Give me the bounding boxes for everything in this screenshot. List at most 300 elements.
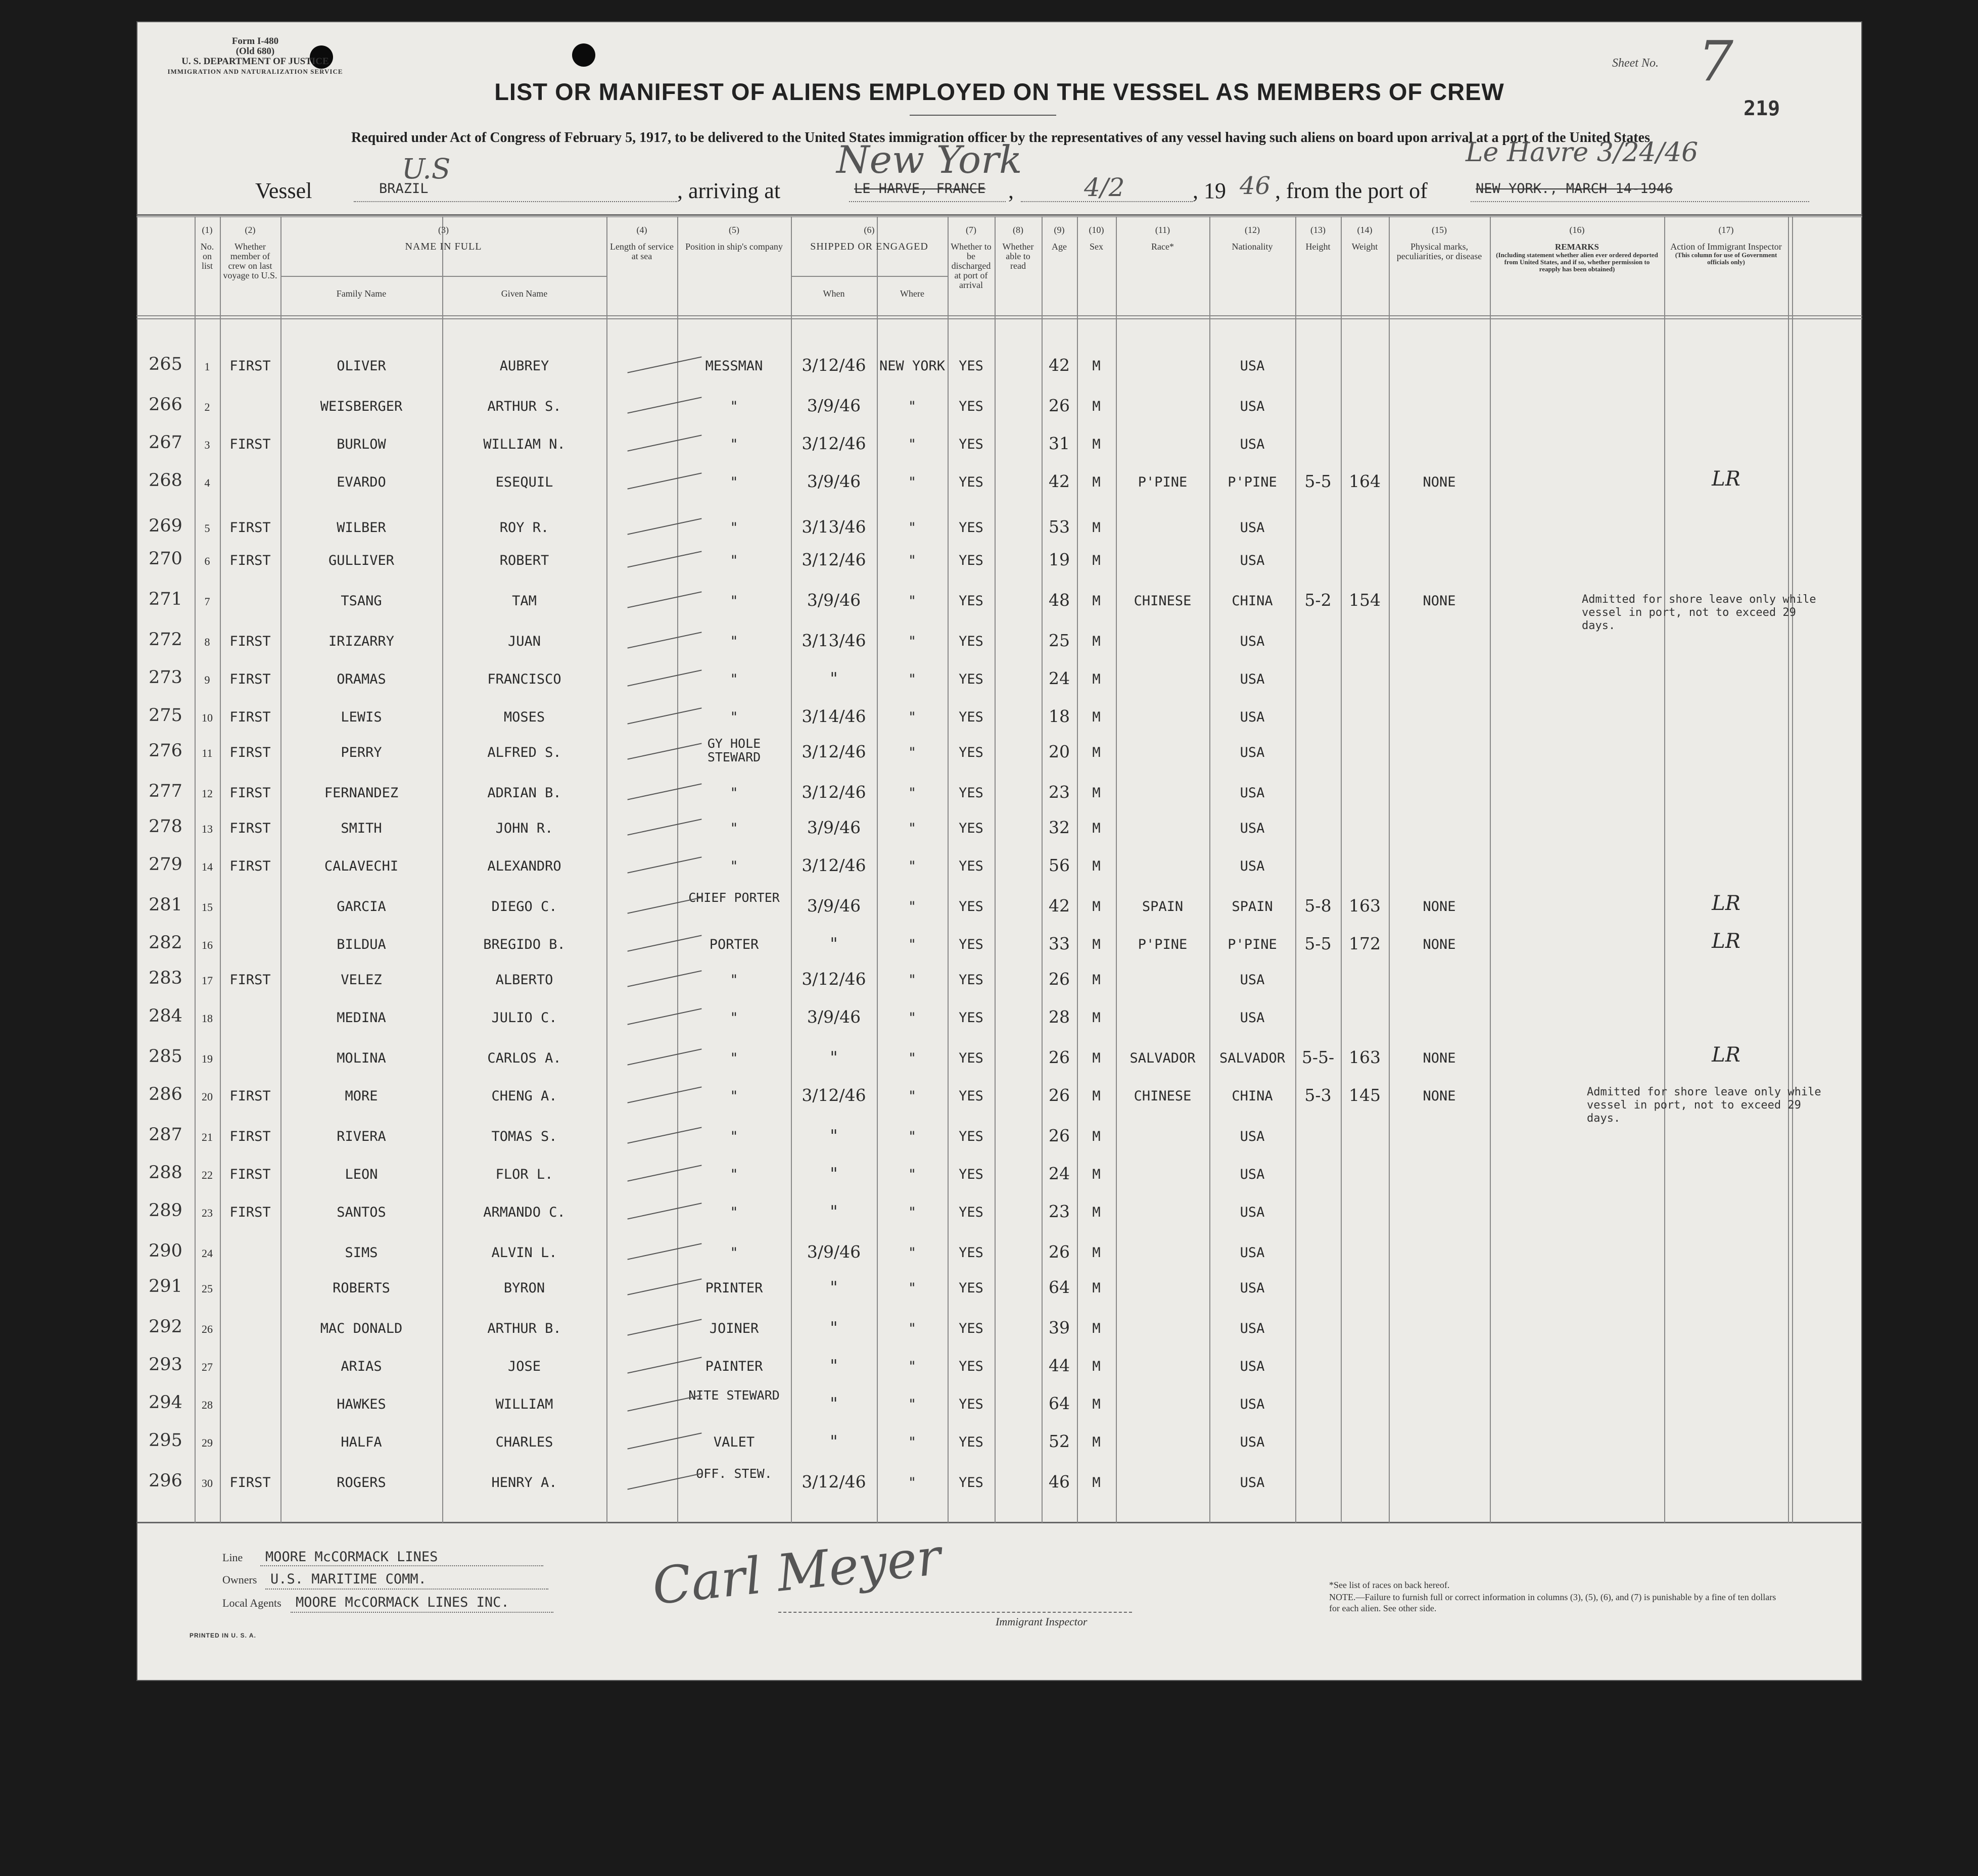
header-physical-marks [1389, 225, 1490, 261]
row-family-name: MORE [345, 1088, 378, 1104]
row-ref-number: 271 [149, 589, 182, 609]
header-height [1295, 225, 1341, 252]
row-list-number: 27 [202, 1361, 213, 1373]
row-discharged: YES [959, 899, 983, 915]
row-family-name: LEON [345, 1167, 378, 1182]
row-position: " [730, 437, 738, 452]
table-row [136, 738, 1862, 768]
row-shipped-where: " [908, 1129, 917, 1144]
row-given-name: JOHN R. [495, 821, 553, 836]
row-shipped-where: " [908, 1280, 917, 1296]
row-ref-number: 293 [149, 1355, 182, 1375]
row-shipped-where: " [908, 1050, 917, 1066]
year-prefix: , 19 [1193, 178, 1226, 203]
row-given-name: WILLIAM [495, 1397, 553, 1412]
row-last-voyage: FIRST [229, 437, 271, 452]
row-nationality: P'PINE [1228, 937, 1277, 952]
row-sex: M [1092, 785, 1101, 801]
header-number: (15) [1432, 225, 1447, 235]
row-discharged: YES [959, 553, 983, 568]
table-row [136, 392, 1862, 422]
row-last-voyage: FIRST [229, 745, 271, 760]
row-position: " [730, 821, 738, 836]
row-given-name: HENRY A. [491, 1475, 557, 1490]
row-age: 48 [1049, 590, 1070, 610]
header-number: (1) [202, 225, 213, 235]
row-shipped-when: " [830, 934, 838, 953]
row-sex: M [1092, 1475, 1101, 1490]
row-shipped-when: " [830, 1318, 838, 1337]
table-top-border [136, 214, 1862, 216]
header-length-of-service [606, 225, 677, 261]
row-age: 28 [1049, 1007, 1070, 1027]
row-sex: M [1092, 437, 1101, 452]
row-shipped-when: " [830, 1356, 838, 1375]
row-shipped-when: 3/12/46 [802, 1472, 866, 1492]
row-nationality: USA [1240, 358, 1265, 374]
table-row [136, 851, 1862, 882]
remark-shore-leave-1 [1582, 593, 1829, 633]
row-age: 23 [1049, 1201, 1070, 1221]
row-shipped-where: " [908, 858, 917, 874]
row-last-voyage: FIRST [229, 1129, 271, 1144]
table-row [136, 351, 1862, 381]
row-sex: M [1092, 858, 1101, 874]
row-family-name: HAWKES [337, 1397, 386, 1412]
row-nationality: USA [1240, 553, 1265, 568]
row-family-name: ARIAS [341, 1359, 382, 1374]
page-title: LIST OR MANIFEST OF ALIENS EMPLOYED ON THE VESSEL AS MEMBERS OF CREW [494, 78, 1504, 105]
owners-field [265, 1589, 548, 1590]
row-family-name: ROBERTS [333, 1280, 390, 1296]
row-discharged: YES [959, 858, 983, 874]
row-position: " [730, 1010, 738, 1026]
row-nationality: USA [1240, 745, 1265, 760]
row-list-number: 8 [204, 636, 210, 648]
row-shipped-when: 3/13/46 [802, 517, 866, 537]
row-position: " [730, 858, 738, 874]
header-label: Position in ship's company [685, 242, 783, 252]
row-position: " [730, 671, 738, 687]
header-label: SHIPPED OR ENGAGED [810, 241, 928, 252]
row-discharged: YES [959, 1205, 983, 1220]
row-position: " [730, 972, 738, 988]
row-age: 18 [1049, 706, 1070, 726]
row-sex: M [1092, 1280, 1101, 1296]
header-remarks [1490, 225, 1664, 273]
row-nationality: USA [1240, 785, 1265, 801]
row-ref-number: 276 [149, 741, 182, 761]
row-position: " [730, 1129, 738, 1144]
row-list-number: 22 [202, 1169, 213, 1181]
row-given-name: ALBERTO [495, 972, 553, 988]
owners-label: Owners [222, 1573, 257, 1586]
header-label: Race* [1151, 242, 1174, 252]
row-age: 26 [1049, 1242, 1070, 1262]
row-discharged: YES [959, 1088, 983, 1104]
arriving-port-handwritten: New York [836, 137, 1022, 182]
row-given-name: DIEGO C. [491, 899, 557, 915]
row-race: P'PINE [1138, 474, 1188, 490]
row-height: 5-5 [1304, 934, 1332, 953]
row-nationality: USA [1240, 972, 1265, 988]
row-shipped-when: " [830, 1201, 838, 1221]
table-row [136, 1389, 1862, 1420]
header-immigrant-inspector-action [1664, 225, 1788, 266]
row-shipped-where: " [908, 474, 917, 490]
row-nationality: USA [1240, 1321, 1265, 1336]
row-given-name: JOSE [507, 1359, 541, 1374]
row-list-number: 24 [202, 1247, 213, 1260]
header-label: Weight [1351, 242, 1378, 252]
row-shipped-where: " [908, 437, 917, 452]
row-ref-number: 282 [149, 933, 182, 953]
row-shipped-when: 3/12/46 [802, 782, 866, 802]
row-shipped-where: " [908, 399, 917, 414]
row-family-name: OLIVER [337, 358, 386, 374]
row-last-voyage: FIRST [229, 634, 271, 649]
row-inspector-action: LR [1712, 467, 1740, 491]
header-number: (9) [1054, 225, 1065, 235]
row-shipped-when: 3/9/46 [807, 817, 861, 837]
page-stamp: 219 [1744, 97, 1780, 120]
service-check-mark [627, 1394, 701, 1411]
table-row [136, 1427, 1862, 1458]
row-position: GY HOLE STEWARD [707, 736, 761, 764]
row-shipped-when: 3/9/46 [807, 896, 861, 916]
header-nationality [1209, 225, 1295, 252]
row-list-number: 20 [202, 1090, 213, 1103]
row-height: 5-5 [1304, 471, 1332, 491]
table-row [136, 1197, 1862, 1228]
row-position: " [730, 1088, 738, 1104]
row-last-voyage: FIRST [229, 520, 271, 536]
table-row [136, 1043, 1862, 1074]
row-shipped-when: 3/12/46 [802, 855, 866, 875]
from-port-handwritten: Le Havre 3/24/46 [1466, 137, 1699, 168]
row-shipped-where: " [908, 1088, 917, 1104]
row-age: 39 [1049, 1318, 1070, 1337]
table-row [136, 513, 1862, 543]
row-list-number: 15 [202, 901, 213, 913]
row-shipped-where: " [908, 937, 917, 952]
inspector-label: Immigrant Inspector [996, 1615, 1088, 1628]
punch-hole [572, 43, 595, 67]
row-shipped-where: " [908, 593, 917, 609]
header-label: NAME IN FULL [405, 241, 482, 252]
row-shipped-when: 3/12/46 [802, 742, 866, 761]
crew-manifest-table [136, 214, 1862, 1528]
row-nationality: USA [1240, 520, 1265, 536]
races-note: *See list of races on back hereof. [1329, 1580, 1450, 1590]
row-ref-number: 287 [149, 1125, 182, 1145]
row-shipped-when: " [830, 1126, 838, 1145]
row-nationality: USA [1240, 858, 1265, 874]
row-nationality: USA [1240, 709, 1265, 725]
row-age: 26 [1049, 1126, 1070, 1145]
row-position: " [730, 1245, 738, 1261]
arriving-field [849, 201, 1006, 202]
row-discharged: YES [959, 1010, 983, 1026]
form-old-number: (Old 680) [236, 46, 275, 57]
row-list-number: 14 [202, 860, 213, 873]
row-sex: M [1092, 745, 1101, 760]
header-number: (13) [1310, 225, 1326, 235]
row-family-name: VELEZ [341, 972, 382, 988]
row-shipped-when: 3/12/46 [802, 434, 866, 453]
row-family-name: MEDINA [337, 1010, 386, 1026]
row-nationality: SALVADOR [1219, 1050, 1286, 1066]
title-underline [910, 115, 1056, 116]
row-discharged: YES [959, 1397, 983, 1412]
row-given-name: ADRIAN B. [487, 785, 561, 801]
row-given-name: ARMANDO C. [483, 1205, 566, 1220]
header-number: (5) [729, 225, 739, 235]
row-list-number: 6 [204, 555, 210, 567]
row-sex: M [1092, 399, 1101, 414]
row-age: 53 [1049, 517, 1070, 537]
row-sex: M [1092, 520, 1101, 536]
row-ref-number: 291 [149, 1276, 182, 1296]
row-family-name: RIVERA [337, 1129, 386, 1144]
row-last-voyage: FIRST [229, 821, 271, 836]
row-sex: M [1092, 553, 1101, 568]
header-number: (4) [636, 225, 647, 235]
row-ref-number: 267 [149, 432, 182, 453]
local-agents-value: MOORE McCORMACK LINES INC. [296, 1595, 509, 1610]
row-last-voyage: FIRST [229, 1205, 271, 1220]
row-physical-marks: NONE [1423, 593, 1456, 609]
from-port-label: , from the port of [1275, 178, 1428, 203]
header-label: Whether able to read [1002, 242, 1034, 271]
row-position: " [730, 593, 738, 609]
row-position: PORTER [709, 937, 759, 952]
row-shipped-when: 3/9/46 [807, 590, 861, 610]
row-given-name: WILLIAM N. [483, 437, 566, 452]
subheader-given-name: Given Name [501, 288, 548, 299]
from-port-field [1471, 201, 1809, 202]
row-family-name: GULLIVER [328, 553, 395, 568]
row-discharged: YES [959, 972, 983, 988]
row-shipped-where: " [908, 1010, 917, 1026]
page-subtitle: Required under Act of Congress of February 5, 1917, to be delivered to the United States immigration officer by the representatives of any vessel having such aliens on board upon arrival at a port of the United States [351, 130, 1650, 146]
row-last-voyage: FIRST [229, 358, 271, 374]
row-family-name: ORAMAS [337, 671, 386, 687]
row-given-name: FRANCISCO [487, 671, 561, 687]
row-discharged: YES [959, 1434, 983, 1450]
row-nationality: USA [1240, 1434, 1265, 1450]
header-number: (14) [1357, 225, 1373, 235]
row-position: " [730, 1050, 738, 1066]
table-row [136, 892, 1862, 922]
row-list-number: 9 [204, 674, 210, 686]
row-ref-number: 286 [149, 1084, 182, 1104]
row-nationality: P'PINE [1228, 474, 1277, 490]
table-row [136, 467, 1862, 498]
subheader-divider [280, 276, 606, 277]
vessel-name-field [354, 201, 677, 202]
row-given-name: MOSES [503, 709, 545, 725]
row-shipped-where: " [908, 821, 917, 836]
row-nationality: USA [1240, 399, 1265, 414]
row-shipped-when: " [830, 1047, 838, 1067]
row-sex: M [1092, 1397, 1101, 1412]
sheet-number-value: 7 [1698, 29, 1733, 93]
row-discharged: YES [959, 671, 983, 687]
row-last-voyage: FIRST [229, 709, 271, 725]
row-shipped-when: 3/12/46 [802, 355, 866, 375]
row-list-number: 12 [202, 787, 213, 800]
row-shipped-where: " [908, 785, 917, 801]
row-physical-marks: NONE [1423, 1088, 1456, 1104]
row-shipped-when: " [830, 668, 838, 688]
table-row [136, 930, 1862, 960]
row-physical-marks: NONE [1423, 899, 1456, 915]
row-ref-number: 269 [149, 516, 182, 536]
header-number: (8) [1013, 225, 1023, 235]
row-shipped-when: 3/9/46 [807, 1242, 861, 1262]
row-position: " [730, 399, 738, 414]
row-nationality: USA [1240, 1205, 1265, 1220]
sheet-number-label: Sheet No. [1612, 57, 1659, 70]
row-list-number: 13 [202, 823, 213, 835]
row-inspector-action: LR [1712, 1043, 1740, 1067]
service-name: IMMIGRATION AND NATURALIZATION SERVICE [167, 68, 343, 75]
row-race: P'PINE [1138, 937, 1188, 952]
row-position: PRINTER [705, 1280, 763, 1296]
table-row [136, 1273, 1862, 1304]
local-agents-label: Local Agents [222, 1597, 281, 1609]
row-family-name: FERNANDEZ [324, 785, 399, 801]
row-family-name: SMITH [341, 821, 382, 836]
row-age: 52 [1049, 1431, 1070, 1451]
table-row [136, 1238, 1862, 1268]
row-shipped-when: 3/9/46 [807, 471, 861, 491]
row-ref-number: 266 [149, 395, 182, 415]
service-check-mark [627, 1473, 701, 1489]
row-given-name: ROBERT [499, 553, 549, 568]
row-shipped-when: " [830, 1393, 838, 1413]
row-sex: M [1092, 821, 1101, 836]
row-shipped-where: " [908, 634, 917, 649]
local-agents-field [291, 1612, 553, 1613]
row-shipped-when: 3/12/46 [802, 1085, 866, 1105]
row-discharged: YES [959, 1359, 983, 1374]
row-sex: M [1092, 593, 1101, 609]
table-row [136, 664, 1862, 695]
row-given-name: TOMAS S. [491, 1129, 557, 1144]
row-list-number: 28 [202, 1399, 213, 1411]
row-family-name: BURLOW [337, 437, 386, 452]
row-ref-number: 275 [149, 705, 182, 726]
row-nationality: CHINA [1232, 1088, 1273, 1104]
row-sex: M [1092, 1205, 1101, 1220]
table-top-border-2 [136, 216, 1862, 217]
row-shipped-when: 3/12/46 [802, 969, 866, 989]
row-inspector-action: LR [1712, 930, 1740, 953]
row-sex: M [1092, 474, 1101, 490]
row-list-number: 29 [202, 1436, 213, 1449]
row-shipped-where: " [908, 745, 917, 760]
table-row [136, 1160, 1862, 1190]
row-age: 20 [1049, 742, 1070, 761]
row-family-name: GARCIA [337, 899, 386, 915]
header-shipped-or-engaged [791, 225, 948, 252]
row-shipped-when: 3/14/46 [802, 706, 866, 726]
row-age: 23 [1049, 782, 1070, 802]
header-label: Nationality [1232, 242, 1273, 252]
row-last-voyage: FIRST [229, 1167, 271, 1182]
row-discharged: YES [959, 937, 983, 952]
row-list-number: 26 [202, 1323, 213, 1335]
row-age: 24 [1049, 1164, 1070, 1183]
header-number: (3) [438, 225, 449, 235]
row-shipped-where: " [908, 972, 917, 988]
row-list-number: 19 [202, 1052, 213, 1065]
row-age: 64 [1049, 1393, 1070, 1413]
header-number: (16) [1569, 225, 1585, 235]
header-number: (7) [966, 225, 976, 235]
row-discharged: YES [959, 1050, 983, 1066]
row-discharged: YES [959, 358, 983, 374]
row-ref-number: 296 [149, 1471, 182, 1491]
year-handwritten: 46 [1240, 172, 1271, 200]
row-sex: M [1092, 899, 1101, 915]
row-discharged: YES [959, 474, 983, 490]
row-family-name: EVARDO [337, 474, 386, 490]
row-nationality: USA [1240, 821, 1265, 836]
row-physical-marks: NONE [1423, 474, 1456, 490]
row-height: 5-5- [1301, 1047, 1335, 1067]
row-last-voyage: FIRST [229, 1475, 271, 1490]
row-given-name: JULIO C. [491, 1010, 557, 1026]
row-last-voyage: FIRST [229, 671, 271, 687]
row-family-name: BILDUA [337, 937, 386, 952]
row-position: MESSMAN [705, 358, 763, 374]
row-ref-number: 295 [149, 1430, 182, 1451]
row-list-number: 16 [202, 939, 213, 951]
row-race: SPAIN [1142, 899, 1184, 915]
footer [136, 1527, 1862, 1678]
row-ref-number: 292 [149, 1317, 182, 1337]
date-comma: , [1008, 178, 1014, 203]
row-age: 42 [1049, 896, 1070, 916]
row-list-number: 1 [204, 360, 210, 373]
arriving-label: , arriving at [677, 178, 781, 203]
row-shipped-when: 3/13/46 [802, 631, 866, 650]
row-sex: M [1092, 1129, 1101, 1144]
row-given-name: ALVIN L. [491, 1245, 557, 1261]
row-physical-marks: NONE [1423, 937, 1456, 952]
row-list-number: 10 [202, 711, 213, 724]
header-label: Action of Immigrant Inspector [1670, 242, 1782, 252]
subheader-where: Where [900, 288, 924, 299]
row-shipped-where: NEW YORK [879, 358, 946, 374]
manifest-sheet [136, 21, 1862, 1681]
row-sex: M [1092, 972, 1101, 988]
row-position: NITE STEWARD [688, 1388, 780, 1403]
vessel-prefix-handwritten: U.S [402, 153, 451, 185]
row-shipped-where: " [908, 709, 917, 725]
row-list-number: 7 [204, 595, 210, 608]
row-discharged: YES [959, 785, 983, 801]
row-given-name: ALFRED S. [487, 745, 561, 760]
row-family-name: HALFA [341, 1434, 382, 1450]
row-list-number: 18 [202, 1012, 213, 1025]
table-row [136, 813, 1862, 844]
row-shipped-where: " [908, 1167, 917, 1182]
row-ref-number: 288 [149, 1163, 182, 1183]
